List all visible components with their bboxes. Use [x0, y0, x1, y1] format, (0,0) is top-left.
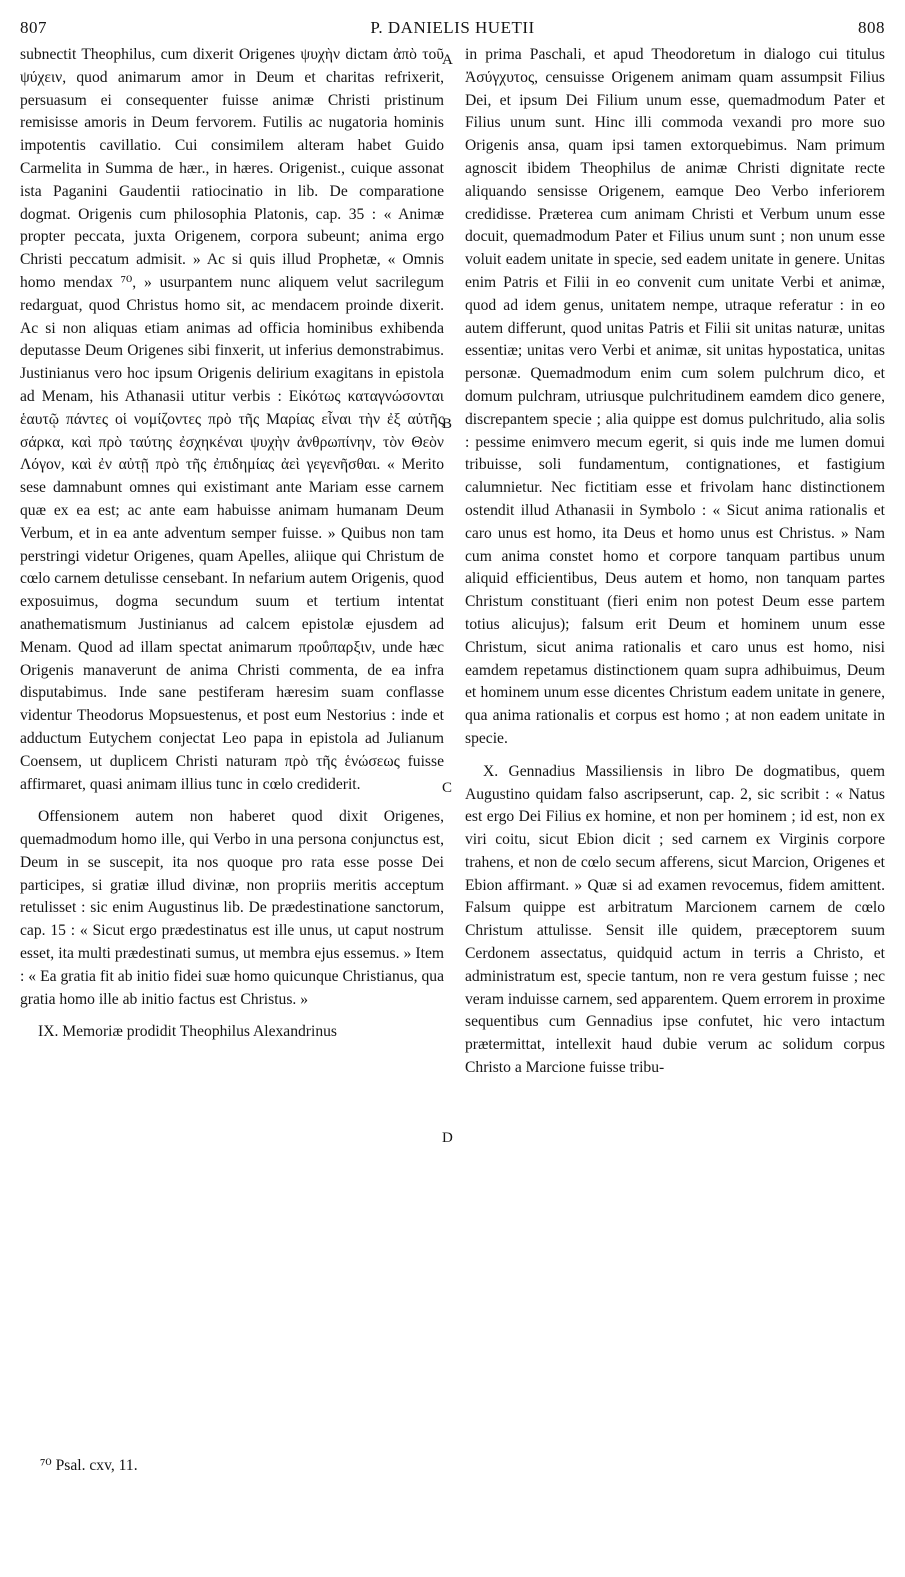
running-title: P. DANIELIS HUETII — [370, 18, 535, 37]
page-number-right: 808 — [858, 18, 885, 37]
paragraph: Offensionem autem non haberet quod dixit Origenes, quemadmodum homo ille, qui Verbo in una persona conjunctus est, Deum in se suscepit, ita nos quoque pro rata esse posse Dei participes, si gratiæ illud divinæ, non propriis meritis acceptum retulisset : sic enim Augustinus lib. De prædestinatione sanctorum, cap. 15 : « Sicut ergo prædestinatus est ille unus, ut caput nostrum esset, ita multi prædestinati sumus, ut membra ejus essemus. » Item : « Ea gratia fit ab initio fidei suæ homo quicunque Christianus, qua gratia homo ille ab initio factus est Christus. » — [20, 808, 444, 1008]
footnote: ⁷⁰ Psal. cxv, 11. — [40, 1457, 138, 1474]
paragraph: subnectit Theophilus, cum dixerit Origenes ψυχὴν dictam ἀπὸ τοῦ ψύχειν, quod animarum amor in Deum et charitas refrixerit, persuasum ei consequenter fuisse animæ Christi pristinum remisisse amoris in Deum fervorem. Futilis ac nugatoria hominis impotentis cavillatio. Cui consimilem alteram habet Guido Carmelita in Summa de hær., in hæres. Origenist., cuique assonat ista Paganini Gaudentii ratiocinatio in lib. De comparatione dogmat. Origenis cum philosophia Platonis, cap. 35 : « Animæ propter peccata, juxta Origenem, corpora subeunt; anima ergo Christi peccatum admisit. » Ac si quis illud Prophetæ, « Omnis homo mendax ⁷⁰, » usurpantem nunc aliquem velut sacrilegum redarguat, quod Christus homo sit, ac mendacem proinde dixerit. Ac si non aliquas etiam animas ad officia hominibus exhibenda deputasse Deum Origenes sibi finxerit, ut inferius demonstrabimus. Justinianus vero hoc ipsum Origenis delirium exagitans in epistola ad Menam, his Athanasii utitur verbis : Εἰκότως καταγνώσονται ἑαυτῷ πάντες οἱ νομίζοντες πρὸ τῆς Μαρίας εἶναι τὴν ἐξ αὐτῆς σάρκα, καὶ πρὸ ταύτης ἐσχηκέναι ψυχὴν ἀνθρωπίνην, τὸν Θεὸν Λόγον, καὶ ἐν αὐτῇ πρὸ τῆς ἐπιδημίας ἀεὶ γεγενῆσθαι. « Merito sese damnabunt omnes qui existimant ante Mariam esse carnem quæ ex ea est; ac ante eam habuisse animam humanam Deum Verbum, et in ea ante adventum semper fuisse. » Quibus non tam perstringi videtur Origenes, quam Apelles, aliique qui Christum de cœlo carnem detulisse censebant. In nefarium autem Origenis, quod exposuimus, dogma secundum suum et tertium intentat anathematismum Justinianus ad calcem epistolæ ejusdem ad Menam. Quod ad illam spectat animarum προΰπαρξιν, unde hæc Origenis manaverunt de anima Christi commenta, de ea infra disputabimus. Inde sane pestiferam hæresim suam conflasse videntur Theodorus Mopsuestenus, et post eum Nestorius : inde et adductum Eutychem conjectat Leo papa in epistola ad Julianum Coensem, ut duplicem Christi naturam πρὸ τῆς ἑνώσεως fuisse affirmaret, quasi animam illius tunc in cœlo crediderit. — [20, 46, 444, 793]
margin-marker-d: D — [442, 1130, 453, 1146]
margin-marker-b: B — [442, 416, 453, 432]
page-header — [20, 14, 885, 44]
margin-marker-a: A — [442, 52, 453, 68]
paragraph: in prima Paschali, et apud Theodoretum in dialogo cui titulus Ἀσύγχυτος, censuisse Origenem animam quam assumpsit Filius Dei, et ipsum Dei Filium unum esse, quemadmodum Pater et Filius unum sunt. Hinc illi commoda vexandi pro more suo Origenis ansa, quam ipsi tamen extorquebimus. Nam primum agnoscit ibidem Theophilus de animæ Christi dignitate recte aliquando sensisse Origenem, eamque Deo Verbo inferiorem credidisse. Præterea cum animam Christi et Verbum unum esse docuit, quemadmodum Pater et Filius unum sunt ; non unum esse voluit eadem unitate in specie, sed eadem unitate in genere. Unitas enim Patris et Filii in eo convenit cum unitate Verbi et animæ, quod ad idem genus, unitatem nempe, utraque referatur : in eo autem differunt, quod unitas Patris et Filii sit unitas naturæ, unitas essentiæ; unitas vero Verbi et animæ, sit unitas hypostatica, unitas personæ. Quemadmodum enim cum solem pulchrum dico, et domum pulchram, utriusque pulchritudinem eamdem dico genere, discrepantem specie ; alia quippe est domus pulchritudo, alia solis : pessime enimvero mecum egerit, si quis inde me lumen domui tribuisse, soli fundamentum, contignationes, et fastigium calumnietur. Nec fictitiam esse et frivolam hanc distinctionem ostendit illud Athanasii in Symbolo : « Sicut anima rationalis et caro unus est homo, ita Deus et homo unus est Christus. » Nam cum anima constet homo et corpore tanquam partibus unum aliquid efficientibus, Deus autem et homo, non tanquam partes Christum constituant (fieri enim non potest Deum esse partem totius alicujus); falsum erit Deum et hominem unum esse Christum, sicut anima rationalis et caro unus est homo, nisi eamdem repetamus distinctionem quam supra adhibuimus, Deum et hominem unum esse dicentes Christum eadem unitate in genere, qua anima rationalis et corpus est homo ; at non eadem unitate in specie. — [465, 46, 885, 747]
page-number-left: 807 — [20, 18, 47, 37]
margin-marker-c: C — [442, 780, 453, 796]
left-column — [20, 44, 444, 1044]
section-x: X. Gennadius Massiliensis in libro De dogmatibus, quem Augustino quidam falso ascripserunt, cap. 2, sic scribit : « Natus est ergo Dei Filius ex homine, et non per hominem ; id est, non ex viri coitu, sicut Ebion dicit ; sed carnem ex Virginis corpore trahens, et non de cœlo secum afferens, sicut Marcion, Origenes et Ebion affirmant. » Quæ si ad examen revocemus, fidem amittent. Falsum quippe est arbitratum Marcionem carnem de cœlo Christum attulisse. Sensit ille quidem, præceptorem suum Cerdonem assectatus, quidquid actum in terris a Christo, et administratum est, specie tantum, non re vera gestum fuisse ; nec veram induisse carnem, sed apparentem. Quem errorem in proxime sequentibus cum Gennadius ipse confutet, hic vero intactum prætermittat, intellexit haud dubie verum ac solidum corpus Christo a Marcione fuisse tribu- — [465, 762, 886, 1077]
section-heading-ix: IX. Memoriæ prodidit Theophilus Alexandrinus — [38, 1023, 337, 1041]
right-column — [465, 44, 885, 1080]
